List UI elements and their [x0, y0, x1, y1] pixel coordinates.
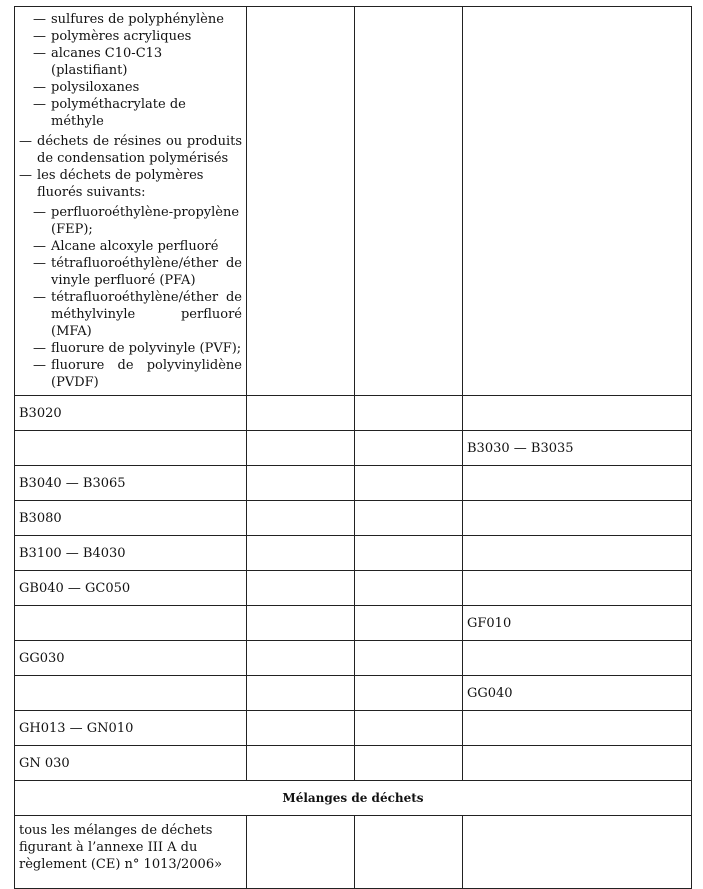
- empty-cell: [463, 816, 692, 889]
- list-item-text: fluorure de polyvinylidène (PVDF): [51, 358, 242, 390]
- table-row: [15, 501, 692, 536]
- code-cell: GF010: [463, 606, 692, 641]
- list-item-text: sulfures de polyphénylène: [51, 12, 224, 27]
- code-cell: [463, 396, 692, 431]
- code-cell: GH013 — GN010: [15, 711, 247, 746]
- table-row: [15, 641, 692, 676]
- code-cell: [463, 571, 692, 606]
- list-item-text: polysiloxanes: [51, 80, 140, 95]
- code-cell: [463, 711, 692, 746]
- empty-cell: [247, 396, 355, 431]
- dash-marker: —: [19, 168, 32, 183]
- empty-cell: [355, 431, 463, 466]
- waste-list: [19, 11, 242, 391]
- list-item: [33, 204, 242, 238]
- list-item-text: polymères acryliques: [51, 29, 192, 44]
- empty-cell: [355, 641, 463, 676]
- empty-cell: [355, 746, 463, 781]
- dash-marker: —: [19, 134, 32, 149]
- code-cell: [463, 466, 692, 501]
- table-row: [15, 816, 692, 889]
- section-heading: Mélanges de déchets: [15, 781, 692, 816]
- dash-marker: —: [33, 341, 46, 356]
- list-item: [33, 340, 242, 357]
- empty-cell: [247, 816, 355, 889]
- code-cell: GN 030: [15, 746, 247, 781]
- empty-cell: [355, 7, 463, 396]
- empty-cell: [355, 606, 463, 641]
- list-item-text: tétrafluoroéthylène/éther de méthylvinyle perfluoré (MFA): [51, 290, 242, 339]
- dash-marker: —: [33, 29, 46, 44]
- list-item-text: polyméthacrylate de méthyle: [51, 97, 186, 129]
- code-cell: B3100 — B4030: [15, 536, 247, 571]
- empty-cell: [355, 536, 463, 571]
- code-cell: [15, 676, 247, 711]
- table-row: [15, 466, 692, 501]
- dash-marker: —: [33, 358, 46, 373]
- code-cell: [463, 501, 692, 536]
- code-cell: B3030 — B3035: [463, 431, 692, 466]
- list-item: [33, 45, 242, 79]
- table-row: [15, 536, 692, 571]
- table-row: [15, 711, 692, 746]
- empty-cell: [463, 7, 692, 396]
- list-item: [33, 357, 242, 391]
- empty-cell: [247, 571, 355, 606]
- table-row: [15, 676, 692, 711]
- list-item: [33, 96, 242, 130]
- code-cell: [463, 536, 692, 571]
- list-item: [33, 238, 242, 255]
- list-item: [33, 289, 242, 340]
- empty-cell: [355, 816, 463, 889]
- code-cell: B3040 — B3065: [15, 466, 247, 501]
- dash-marker: —: [33, 80, 46, 95]
- empty-cell: [355, 571, 463, 606]
- dash-marker: —: [33, 290, 46, 305]
- list-item-text: les déchets de polymères fluorés suivants:: [37, 168, 204, 200]
- code-cell: [15, 606, 247, 641]
- section-heading-row: [15, 781, 692, 816]
- code-cell: [463, 746, 692, 781]
- list-item: [33, 255, 242, 289]
- list-item: [33, 11, 242, 28]
- code-cell: [463, 641, 692, 676]
- table-row: [15, 571, 692, 606]
- code-cell: GG040: [463, 676, 692, 711]
- mixture-description-cell: tous les mélanges de déchets figurant à l’annexe III A du règlement (CE) n° 1013/2006»: [15, 816, 247, 889]
- dash-marker: —: [33, 239, 46, 254]
- waste-classification-table: [14, 6, 692, 889]
- list-item-text: fluorure de polyvinyle (PVF);: [51, 341, 242, 356]
- dash-marker: —: [33, 46, 46, 61]
- list-item-text: perfluoroéthylène-propylène (FEP);: [51, 205, 240, 237]
- code-cell: [15, 431, 247, 466]
- list-item: [19, 167, 242, 201]
- table-row: [15, 396, 692, 431]
- list-item: [19, 133, 242, 167]
- list-item-text: tétrafluoroéthylène/éther de vinyle perfluoré (PFA): [51, 256, 242, 288]
- empty-cell: [355, 711, 463, 746]
- empty-cell: [247, 606, 355, 641]
- dash-marker: —: [33, 256, 46, 271]
- waste-list-cell: [15, 7, 247, 396]
- table-row: [15, 746, 692, 781]
- code-cell: GB040 — GC050: [15, 571, 247, 606]
- empty-cell: [247, 431, 355, 466]
- table-row: [15, 606, 692, 641]
- list-item-text: Alcane alcoxyle perfluoré: [51, 239, 219, 254]
- empty-cell: [355, 396, 463, 431]
- empty-cell: [247, 676, 355, 711]
- list-item: [33, 28, 242, 45]
- dash-marker: —: [33, 97, 46, 112]
- table-row: [15, 7, 692, 396]
- code-cell: B3080: [15, 501, 247, 536]
- empty-cell: [247, 501, 355, 536]
- empty-cell: [247, 7, 355, 396]
- empty-cell: [247, 746, 355, 781]
- list-item-text: déchets de résines ou produits de condensation polymérisés: [37, 134, 242, 166]
- empty-cell: [355, 676, 463, 711]
- empty-cell: [247, 711, 355, 746]
- empty-cell: [247, 536, 355, 571]
- code-cell: B3020: [15, 396, 247, 431]
- empty-cell: [247, 466, 355, 501]
- empty-cell: [355, 501, 463, 536]
- list-item-text: alcanes C10-C13 (plastifiant): [51, 46, 163, 78]
- table-row: [15, 431, 692, 466]
- code-cell: GG030: [15, 641, 247, 676]
- empty-cell: [247, 641, 355, 676]
- dash-marker: —: [33, 205, 46, 220]
- empty-cell: [355, 466, 463, 501]
- dash-marker: —: [33, 12, 46, 27]
- list-item: [33, 79, 242, 96]
